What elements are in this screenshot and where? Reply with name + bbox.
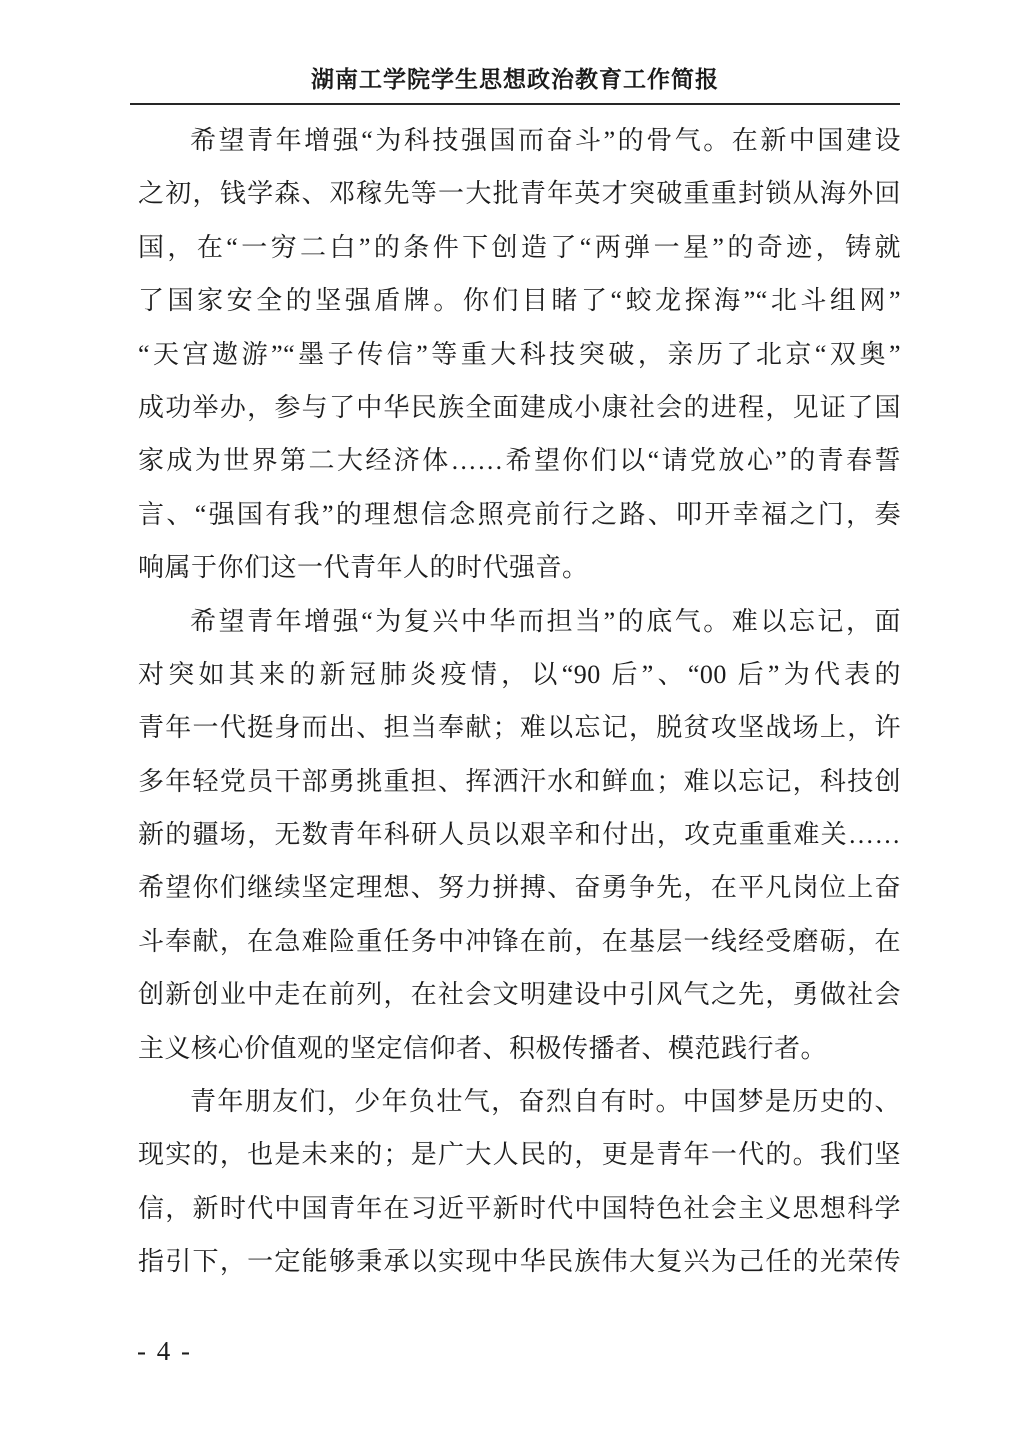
- text-line: 信，新时代中国青年在习近平新时代中国特色社会主义思想科学: [138, 1193, 901, 1223]
- text-line: 主义核心价值观的坚定信仰者、积极传播者、模范践行者。: [138, 1033, 828, 1063]
- text-line: 对突如其来的新冠肺炎疫情，以“90 后”、“00 后”为代表的: [138, 659, 901, 689]
- document-body: [138, 114, 901, 1289]
- text-line: 青年朋友们，少年负壮气，奋烈自有时。中国梦是历史的、: [190, 1087, 901, 1117]
- paragraph: [138, 1075, 901, 1289]
- text-line: 希望你们继续坚定理想、努力拼搏、奋勇争先，在平凡岗位上奋: [138, 873, 901, 903]
- header-rule: [130, 103, 900, 105]
- text-line: 创新创业中走在前列，在社会文明建设中引风气之先，勇做社会: [138, 980, 901, 1010]
- text-line: 现实的，也是未来的；是广大人民的，更是青年一代的。我们坚: [138, 1140, 901, 1170]
- text-line: 新的疆场，无数青年科研人员以艰辛和付出，攻克重重难关……: [138, 820, 901, 850]
- text-line: 响属于你们这一代青年人的时代强音。: [138, 553, 589, 583]
- text-line: 了国家安全的坚强盾牌。你们目睹了“蛟龙探海”“北斗组网”: [138, 286, 901, 316]
- paragraph: [138, 595, 901, 1076]
- text-line: 家成为世界第二大经济体……希望你们以“请党放心”的青春誓: [138, 446, 901, 476]
- paragraph: [138, 114, 901, 595]
- text-line: 国，在“一穷二白”的条件下创造了“两弹一星”的奇迹，铸就: [138, 232, 901, 262]
- text-line: 斗奉献，在急难险重任务中冲锋在前，在基层一线经受磨砺，在: [138, 926, 901, 956]
- text-line: 希望青年增强“为复兴中华而担当”的底气。难以忘记，面: [190, 606, 901, 636]
- text-line: 言、“强国有我”的理想信念照亮前行之路、叩开幸福之门，奏: [138, 499, 901, 529]
- page-header: [130, 64, 900, 105]
- text-line: 多年轻党员干部勇挑重担、挥洒汗水和鲜血；难以忘记，科技创: [138, 766, 901, 796]
- text-line: 指引下，一定能够秉承以实现中华民族伟大复兴为己任的光荣传: [138, 1247, 901, 1277]
- text-line: 成功举办，参与了中华民族全面建成小康社会的进程，见证了国: [138, 392, 901, 422]
- page-number: - 4 -: [137, 1336, 192, 1366]
- text-line: 希望青年增强“为科技强国而奋斗”的骨气。在新中国建设: [190, 126, 901, 155]
- bulletin-header-title: 湖南工学院学生思想政治教育工作简报: [311, 66, 719, 92]
- text-line: 之初，钱学森、邓稼先等一大批青年英才突破重重封锁从海外回: [138, 179, 901, 209]
- text-line: “天宫遨游”“墨子传信”等重大科技突破，亲历了北京“双奥”: [138, 339, 901, 369]
- text-line: 青年一代挺身而出、担当奉献；难以忘记，脱贫攻坚战场上，许: [138, 713, 901, 743]
